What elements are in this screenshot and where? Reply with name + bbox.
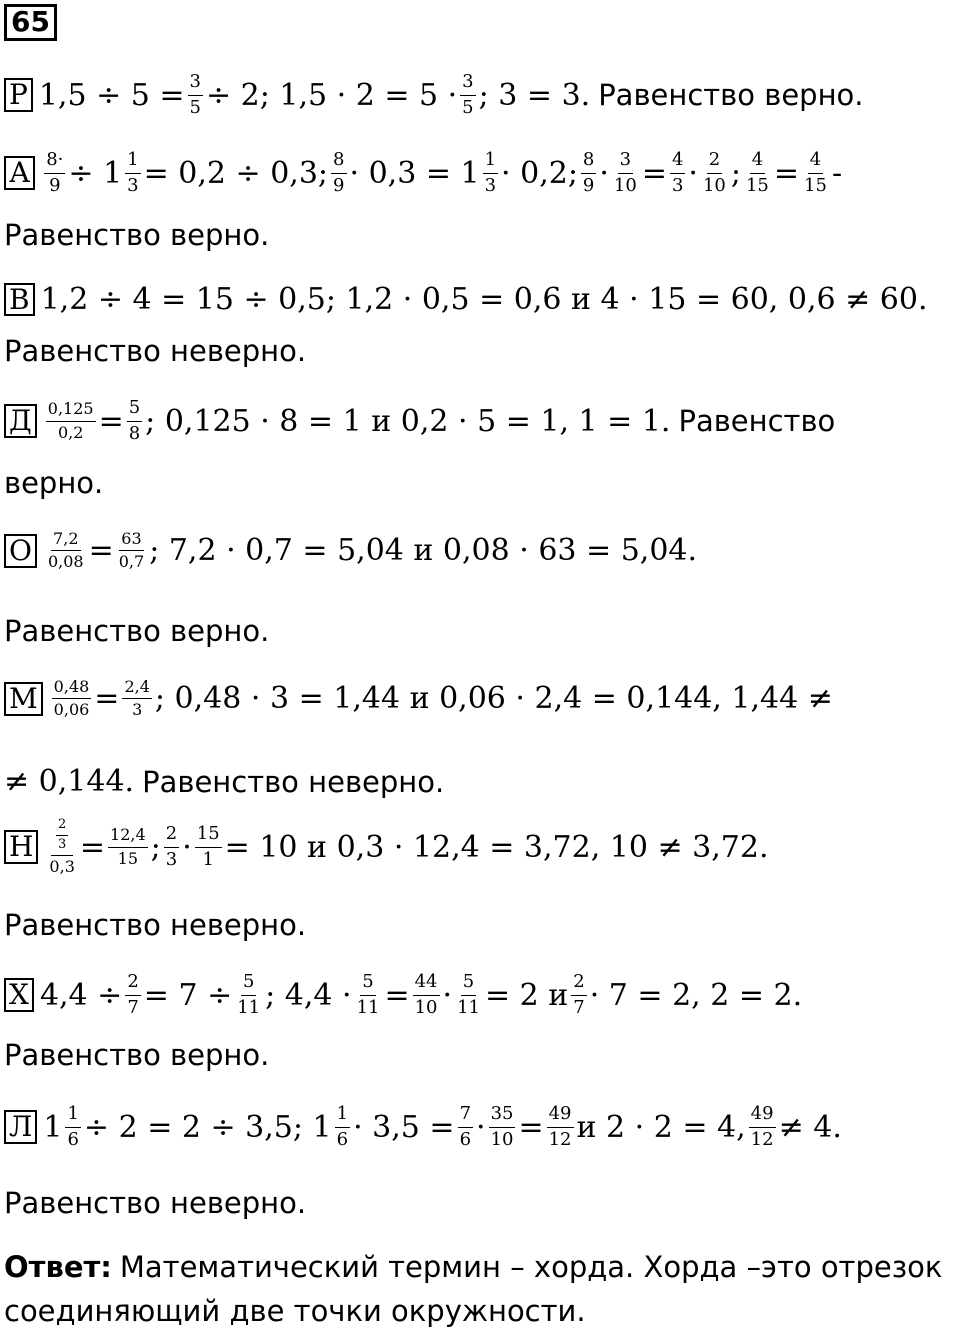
verdict-text: Равенство неверно.	[4, 908, 307, 942]
verdict-line-h	[4, 1038, 956, 1072]
expr: ÷ 2; 1,5 · 2 = 5 ·	[205, 77, 458, 113]
fraction: $\frac{8}{9}$	[333, 149, 345, 196]
fraction: $\frac{49}{12}$	[548, 1103, 572, 1150]
expr: = 0,2 ÷ 0,3;	[143, 155, 329, 191]
fraction: $\frac{44}{10}$	[414, 971, 438, 1018]
fraction: $\frac{3}{5}$	[189, 71, 201, 118]
verdict-text: Равенство верно.	[4, 1038, 270, 1072]
fraction: $\frac{3}{10}$	[613, 149, 637, 196]
expr: ·	[688, 155, 698, 191]
equation-line-a	[4, 150, 956, 196]
letter-box: Н	[4, 830, 38, 863]
fraction: $\frac{4}{15}$	[804, 149, 827, 196]
fraction: $\frac{49}{12}$	[750, 1103, 774, 1150]
fraction: $\frac{12,4}{15}$	[110, 825, 146, 868]
verdict-line-l	[4, 1186, 956, 1220]
expr: =	[384, 977, 410, 1013]
fraction: $\frac{5}{11}$	[457, 971, 480, 1018]
expr: = 7 ÷	[143, 977, 233, 1013]
fraction: $\frac{4}{3}$	[671, 149, 684, 196]
verdict-text: Равенство неверно.	[4, 1186, 307, 1220]
fraction: $\frac{5}{11}$	[237, 971, 261, 1018]
expr: ; 0,48 · 3 = 1,44 и 0,06 · 2,4 = 0,144, 1,44 ≠	[154, 681, 833, 717]
verdict-text: Равенство верно.	[4, 614, 270, 648]
verdict-text: верно.	[4, 466, 104, 500]
answer-text: Математический термин – хорда. Хорда –это отрезок	[119, 1250, 943, 1284]
expr: =	[79, 829, 106, 865]
fraction: $\frac{0,125}{0,2}$	[47, 399, 94, 442]
fraction: $\frac{7,2}{0,08}$	[47, 529, 84, 572]
verdict-line-o	[4, 614, 956, 648]
verdict-text: Равенство неверно.	[142, 764, 445, 799]
fraction: $\frac{1}{3}$	[484, 149, 497, 196]
fraction: $\frac{2}{7}$	[573, 971, 585, 1018]
fraction: $\frac{7}{6}$	[459, 1103, 472, 1150]
verdict-line-d	[4, 466, 956, 500]
verdict-text: Равенство неверно.	[4, 334, 307, 368]
letter-box: В	[4, 283, 35, 316]
expr: =	[94, 681, 120, 717]
equation-line-r	[4, 72, 956, 118]
verdict-text: Равенство	[678, 404, 836, 439]
letter-box: Д	[4, 404, 37, 437]
verdict-text: Равенство верно.	[598, 78, 864, 113]
expr: ≠ 4.	[778, 1109, 842, 1145]
answer-label: Ответ:	[4, 1250, 112, 1284]
expr: = 2 и	[484, 977, 569, 1013]
fraction: $\frac{5}{11}$	[356, 971, 380, 1018]
verdict-line-m	[4, 764, 956, 799]
expr: ;	[730, 155, 741, 191]
expr: ·	[182, 829, 192, 865]
expr: · 3,5 =	[353, 1109, 455, 1145]
expr: · 0,2;	[501, 155, 578, 191]
expr: ;	[150, 829, 161, 865]
fraction: $\frac{0,48}{0,06}$	[53, 677, 90, 720]
fraction: $\frac{1}{3}$	[127, 149, 139, 196]
fraction: $\frac{1}{6}$	[67, 1103, 79, 1150]
letter-box: О	[4, 534, 37, 567]
expr: 4,4 ÷	[39, 977, 123, 1013]
expr: ·	[599, 155, 609, 191]
expr: ; 7,2 · 0,7 = 5,04 и 0,08 · 63 = 5,04.	[149, 533, 698, 569]
equation-line-d	[4, 398, 956, 444]
expr: 1,5 ÷ 5 =	[38, 77, 185, 113]
letter-box: Л	[4, 1110, 37, 1143]
fraction: $\frac{8}{9}$	[582, 149, 595, 196]
expr: ≠ 0,144.	[4, 764, 135, 799]
verdict-line-v	[4, 334, 956, 368]
expr: ·	[476, 1109, 486, 1145]
expr: 1,2 ÷ 4 = 15 ÷ 0,5; 1,2 · 0,5 = 0,6 и 4 · 15 = 60, 0,6 ≠ 60.	[40, 282, 928, 317]
expr: ; 3 = 3.	[478, 77, 591, 113]
answer-line-1	[4, 1250, 956, 1284]
fraction: $\frac{4}{15}$	[745, 149, 769, 196]
expr: =	[518, 1109, 544, 1145]
fraction: $\frac{63}{0,7}$	[118, 529, 145, 572]
fraction: $\frac{1}{6}$	[336, 1103, 349, 1150]
answer-text: соединяющий две точки окружности.	[4, 1294, 586, 1328]
fraction: $\frac{2}{3}$	[165, 822, 178, 870]
letter-box: М	[4, 682, 43, 715]
expr: -	[831, 155, 843, 191]
expr: · 0,3 = 1	[349, 155, 480, 191]
answer-line-2	[4, 1294, 956, 1328]
expr: =	[641, 155, 667, 191]
fraction: $\frac{2,4}{3}$	[124, 677, 150, 720]
verdict-line-n	[4, 908, 956, 942]
equation-line-o	[4, 530, 956, 572]
expr: ÷ 2 = 2 ÷ 3,5; 1	[83, 1109, 332, 1145]
compound-fraction: $\frac{\frac{2}{3}}{0,3}$	[49, 817, 75, 876]
expr: = 10 и 0,3 · 12,4 = 3,72, 10 ≠ 3,72.	[224, 829, 769, 865]
expr: 1	[43, 1109, 63, 1145]
expr: и 2 · 2 = 4,	[576, 1109, 746, 1145]
expr: ÷ 1	[68, 155, 123, 191]
fraction: $\frac{2}{3}$	[58, 817, 67, 852]
problem-number: 65	[4, 4, 57, 41]
fraction: $\frac{3}{5}$	[462, 71, 474, 118]
equation-line-l	[4, 1104, 956, 1150]
letter-box: Х	[4, 978, 34, 1011]
fraction: $\frac{35}{10}$	[490, 1103, 514, 1150]
fraction: $\frac{5}{8}$	[128, 397, 141, 444]
expr: =	[773, 155, 800, 191]
verdict-line-a	[4, 218, 956, 252]
expr: ; 4,4 ·	[265, 977, 352, 1013]
expr: =	[88, 533, 114, 569]
expr: ; 0,125 · 8 = 1 и 0,2 · 5 = 1, 1 = 1.	[145, 403, 671, 439]
equation-line-v	[4, 282, 956, 317]
fraction: $\frac{15}{1}$	[196, 822, 220, 870]
fraction: $\frac{2}{7}$	[127, 971, 139, 1018]
equation-line-m	[4, 678, 956, 720]
fraction: $\frac{8\cdot}{9}$	[46, 149, 64, 196]
letter-box: Р	[4, 78, 33, 111]
equation-line-h	[4, 972, 956, 1018]
expr: ·	[442, 977, 453, 1013]
verdict-text: Равенство верно.	[4, 218, 270, 252]
fraction: $\frac{2}{10}$	[702, 149, 726, 196]
letter-box: А	[4, 156, 35, 189]
expr: · 7 = 2, 2 = 2.	[589, 977, 803, 1013]
equation-line-n	[4, 818, 956, 876]
expr: =	[98, 403, 124, 439]
